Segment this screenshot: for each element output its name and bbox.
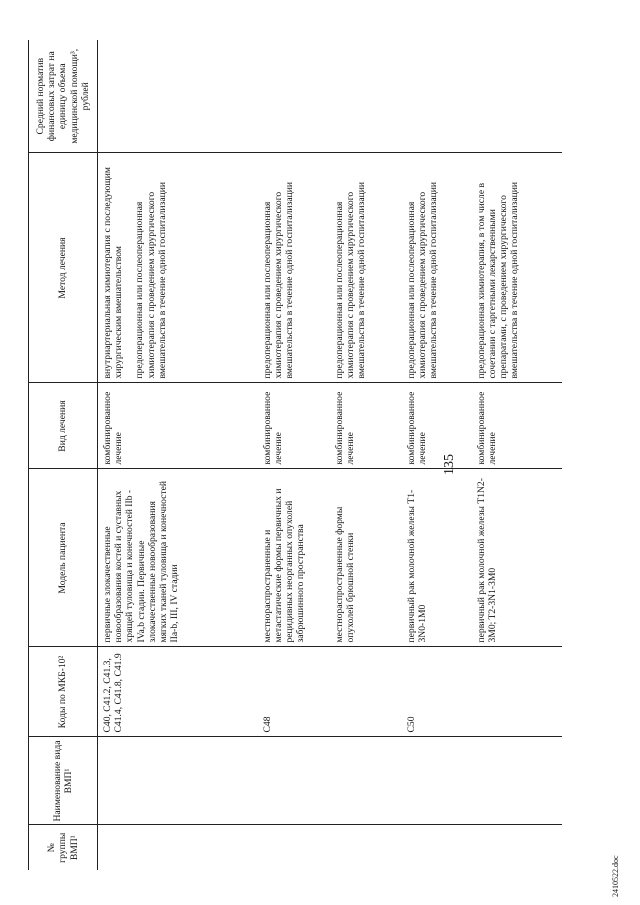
cell-name [258,737,330,825]
cell-codes: C48 [258,647,330,737]
header-name: Наименование вида ВМП¹ [29,737,98,825]
cell-group [472,825,562,870]
table-row [98,40,258,870]
cell-model: местнораспространенные формы опухолей брюшной стенки [330,469,402,647]
cell-model: местнораспространенные и метастатические формы первичных и рецидивных неорганных опухолей забрюшинного пространства [258,469,330,647]
cell-model: первичный рак молочной железы T1-3N0-1M0 [402,469,472,647]
cell-treatment-type: комбинированное лечение [98,383,258,469]
cell-codes: C50 [402,647,472,737]
cell-group [258,825,330,870]
table-row [402,40,472,870]
method-text-2: предоперационная или послеоперационная химиотерапия с проведением хирургического вмешательства в течение одной госпитализации [134,181,168,379]
table-row [330,40,402,870]
header-codes: Коды по МКБ-10² [29,647,98,737]
cell-treatment-type: комбинированное лечение [330,383,402,469]
cell-group [402,825,472,870]
page-number: 135 [442,454,457,475]
cell-method [98,153,258,383]
method-text: внутриартериальная химиотерапия с последующим хирургическим вмешательством [102,167,125,379]
header-treatment-type: Вид лечения [29,383,98,469]
cell-codes [472,647,562,737]
cell-treatment-type: комбинированное лечение [472,383,562,469]
cell-treatment-type: комбинированное лечение [258,383,330,469]
cell-codes: C40, C41.2, C41.3, C41.4, C41.8, C41.9 [98,647,258,737]
document-code: 2410522.doc [611,855,620,897]
cell-method: предоперационная химиотерапия, в том числе в сочетании с таргетными лекарственными препаратами, с проведением хирургического вмешательства в течение одной госпитализации [472,153,562,383]
table-row [472,40,562,870]
cell-name [402,737,472,825]
cell-method: предоперационная или послеоперационная химиотерапия с проведением хирургического вмешательства в течение одной госпитализации [330,153,402,383]
cell-codes [330,647,402,737]
cell-name [330,737,402,825]
cell-name [472,737,562,825]
header-cost: Средний норматив финансовых затрат на единицу объема медицинской помощи³, рублей [29,40,98,153]
cell-group [330,825,402,870]
cell-model: первичные злокачественные новообразования костей и суставных хрящей туловища и конечностей IIb - IVa,b стадии. Первичные злокачественные новообразования мягких тканей туловища и конечностей IIa-b, III, IV стадии [98,469,258,647]
cell-cost [98,40,258,153]
cell-method: предоперационная или послеоперационная химиотерапия с проведением хирургического вмешательства в течение одной госпитализации [402,153,472,383]
table-row [258,40,330,870]
header-model: Модель пациента [29,469,98,647]
table-header-row [29,40,98,870]
header-group: № группы ВМП¹ [29,825,98,870]
cell-group [98,825,258,870]
cell-cost [402,40,472,153]
cell-cost [330,40,402,153]
header-method: Метод лечения [29,153,98,383]
treatment-table [28,40,562,870]
cell-name [98,737,258,825]
cell-cost [258,40,330,153]
cell-cost [472,40,562,153]
cell-model: первичный рак молочной железы T1N2-3M0; T2-3N1-3M0 [472,469,562,647]
cell-method: предоперационная или послеоперационная химиотерапия с проведением хирургического вмешательства в течение одной госпитализации [258,153,330,383]
cell-treatment-type: комбинированное лечение [402,383,472,469]
